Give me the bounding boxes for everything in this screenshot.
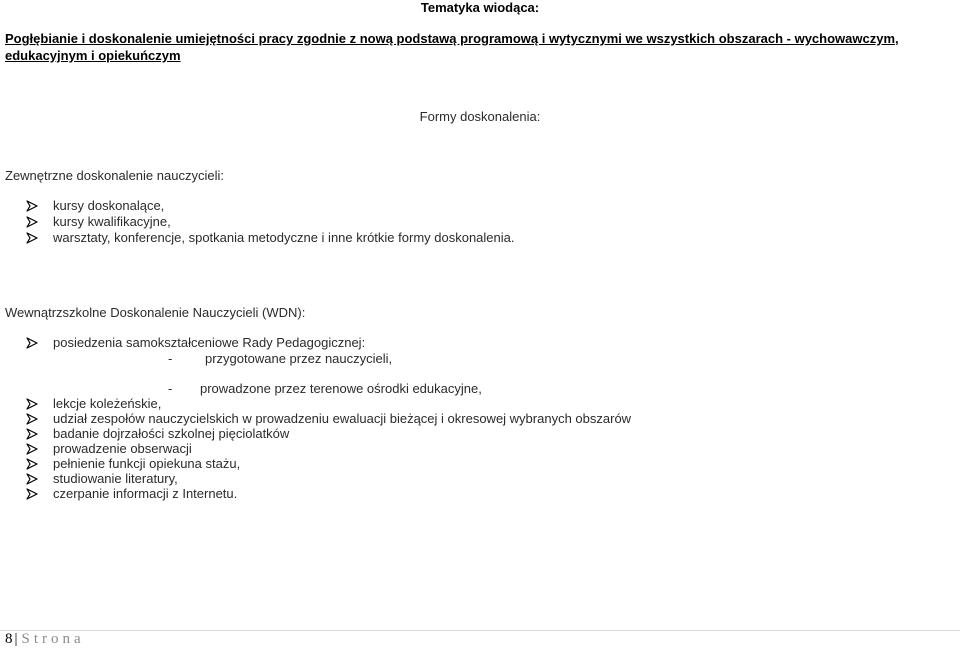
list-item-text: kursy doskonalące, bbox=[53, 198, 165, 213]
arrow-bullet-icon bbox=[26, 398, 38, 410]
arrow-bullet-icon bbox=[26, 473, 38, 485]
arrow-bullet-icon bbox=[26, 232, 38, 244]
list-item-text: lekcje koleżeńskie, bbox=[53, 396, 162, 411]
list-item-text: prowadzenie obserwacji bbox=[53, 441, 192, 456]
arrow-bullet-icon bbox=[26, 443, 38, 455]
external-title: Zewnętrzne doskonalenie nauczycieli: bbox=[5, 168, 224, 183]
footer-separator: | bbox=[14, 631, 18, 647]
list-item-text: badanie dojrzałości szkolnej pięciolatków bbox=[53, 426, 290, 441]
sub-item-dash: - bbox=[168, 351, 173, 366]
sub-item-dash: - bbox=[168, 381, 173, 396]
arrow-bullet-icon bbox=[26, 428, 38, 440]
sub-item-text: prowadzone przez terenowe ośrodki edukacyjne, bbox=[200, 381, 482, 396]
list-item-text: pełnienie funkcji opiekuna stażu, bbox=[53, 456, 241, 471]
list-item-text: kursy kwalifikacyjne, bbox=[53, 214, 171, 229]
list-item-text: posiedzenia samokształceniowe Rady Pedagogicznej: bbox=[53, 335, 366, 350]
list-item-text: udział zespołów nauczycielskich w prowadzeniu ewaluacji bieżącej i okresowej wybranych obszarów bbox=[53, 411, 632, 426]
list-item-text: studiowanie literatury, bbox=[53, 471, 178, 486]
arrow-bullet-icon bbox=[26, 488, 38, 500]
arrow-bullet-icon bbox=[26, 458, 38, 470]
footer-divider bbox=[0, 630, 960, 631]
list-item-text: czerpanie informacji z Internetu. bbox=[53, 486, 238, 501]
page-heading: Tematyka wiodąca: bbox=[420, 0, 540, 15]
footer-page-word: Strona bbox=[21, 631, 85, 647]
sub-item-text: przygotowane przez nauczycieli, bbox=[205, 351, 393, 366]
page-number: 8 bbox=[5, 631, 13, 647]
forms-heading: Formy doskonalenia: bbox=[419, 109, 541, 124]
arrow-bullet-icon bbox=[26, 216, 38, 228]
internal-title: Wewnątrzszkolne Doskonalenie Nauczycieli (WDN): bbox=[5, 305, 306, 320]
page-footer bbox=[5, 631, 85, 648]
theme-line-1: Pogłębianie i doskonalenie umiejętności pracy zgodnie z nową podstawą programową i wytycznymi we wszystkich obszarach - wychowawczym, bbox=[5, 31, 899, 46]
arrow-bullet-icon bbox=[26, 337, 38, 349]
theme-line-2: edukacyjnym i opiekuńczym bbox=[5, 48, 181, 63]
arrow-bullet-icon bbox=[26, 413, 38, 425]
arrow-bullet-icon bbox=[26, 200, 38, 212]
list-item-text: warsztaty, konferencje, spotkania metodyczne i inne krótkie formy doskonalenia. bbox=[53, 230, 515, 245]
